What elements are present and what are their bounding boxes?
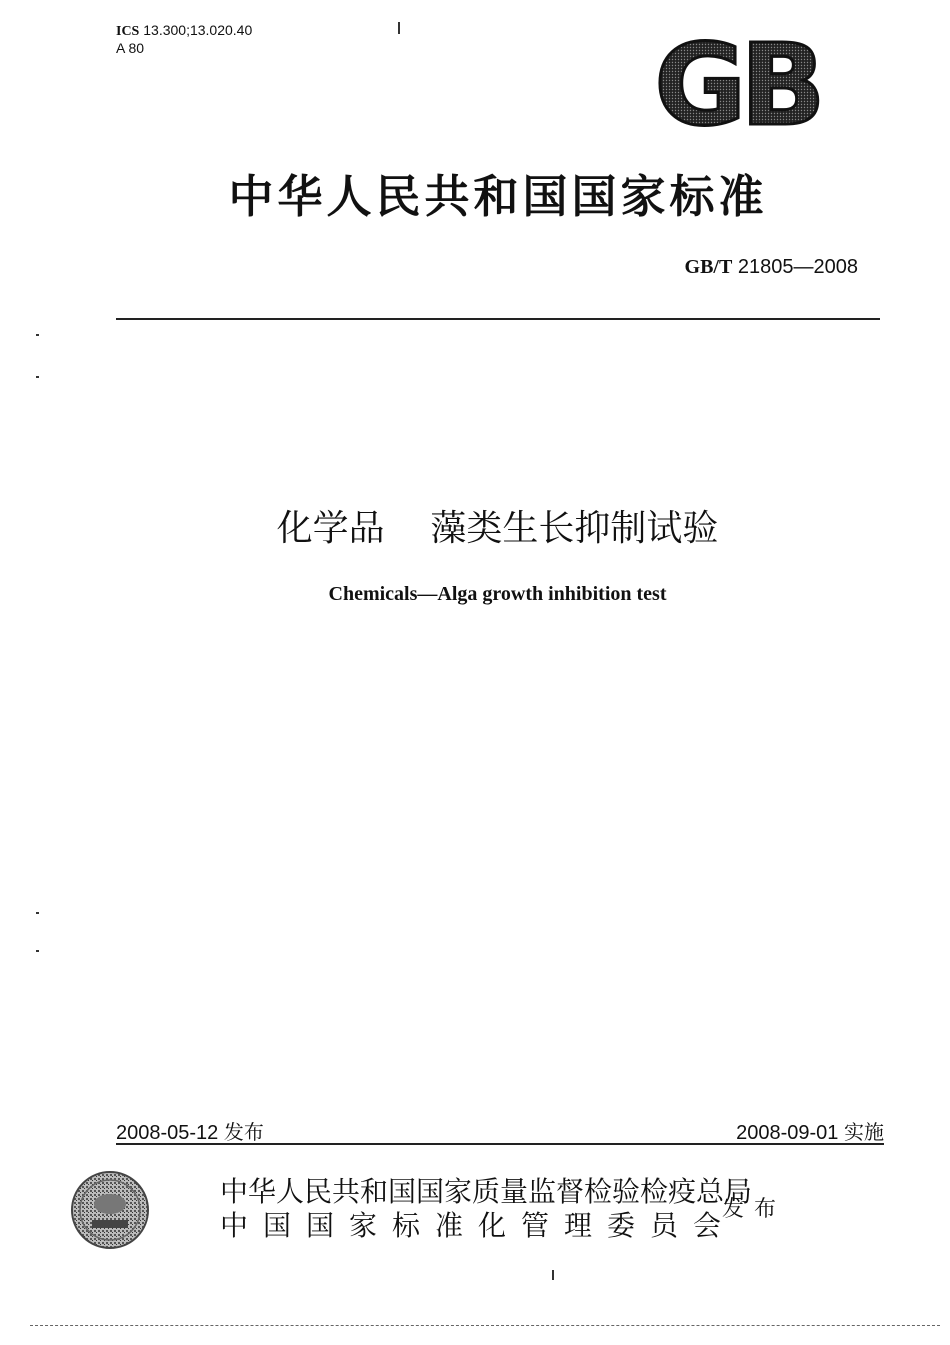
- page-bottom-dashed-line: [30, 1325, 940, 1326]
- issue-date-value: 2008-05-12: [116, 1122, 219, 1144]
- standard-number-prefix: GB/T: [684, 256, 733, 278]
- publish-label: 发布: [722, 1197, 787, 1222]
- scan-speck: [36, 376, 39, 378]
- header-divider: [116, 318, 880, 320]
- gb-logo: [644, 34, 830, 132]
- scan-speck: [398, 22, 400, 34]
- scan-speck: [36, 950, 39, 952]
- document-title-en: Chemicals—Alga growth inhibition test: [328, 583, 667, 605]
- issue-date: [116, 1116, 264, 1145]
- ics-label: ICS: [116, 24, 140, 39]
- implementation-date-value: 2008-09-01: [736, 1122, 839, 1144]
- implementation-date: [736, 1116, 884, 1145]
- issue-date-label: 发布: [223, 1120, 264, 1144]
- standard-number-value: 21805—2008: [737, 256, 858, 278]
- scan-speck: [36, 334, 39, 336]
- ics-classification: [116, 22, 252, 57]
- scan-speck: [36, 912, 39, 914]
- issuer-sac: 中国国家标准化管理委员会: [220, 1209, 737, 1242]
- footer-divider: [116, 1143, 884, 1145]
- implementation-date-label: 实施: [844, 1120, 884, 1144]
- ccs-code: A 80: [116, 40, 145, 56]
- standard-number: [685, 256, 858, 279]
- national-standard-title: 中华人民共和国国家标准: [228, 170, 768, 223]
- official-seal-icon: [70, 1170, 150, 1250]
- scan-speck: [552, 1270, 554, 1280]
- ics-value: 13.300;13.020.40: [143, 22, 253, 38]
- svg-text:GB: GB: [654, 34, 820, 132]
- issuer-aqsiq: 中华人民共和国国家质量监督检验检疫总局: [220, 1175, 753, 1208]
- document-title-cn: 化学品 藻类生长抑制试验: [276, 508, 719, 549]
